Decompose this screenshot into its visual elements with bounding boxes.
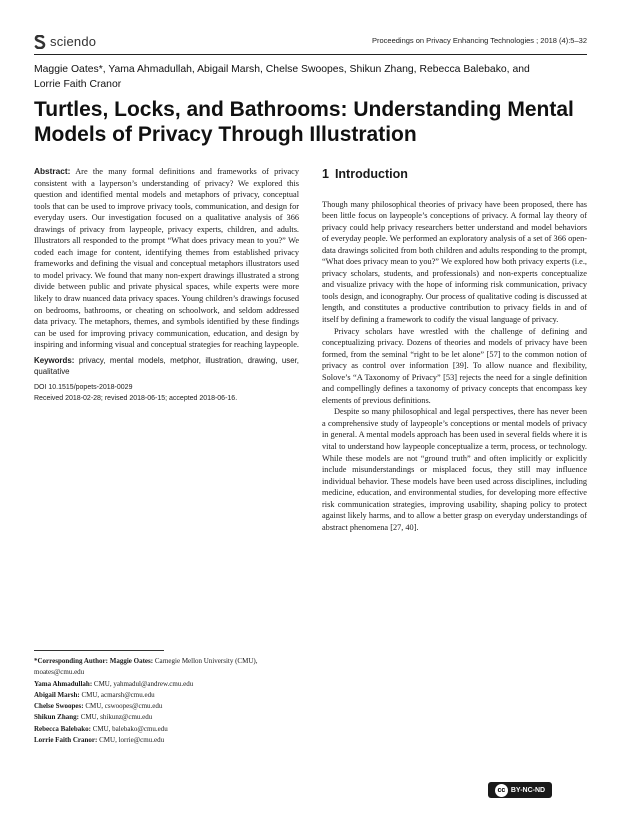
intro-paragraph: Despite so many philosophical and legal perspectives, there has never been a comprehensive study of laypeople’s conceptions or mental models of privacy in general. A mental models approach has been used in several fields where it is vital to understand how laypeople conceptualize a term, process, or technology. While these models are not “ground truth” and often implicitly or explicitly include misunderstandings or misplaced focus, they still may influence individual behavior. These models have been used across disciplines, including medicine, education, and environmental studies, for developing more effective risk communication strategies, improving usability, shaping policy to protect against likely harms, and to allow a better grasp on everyday understandings of abstract phenomena [27, 40].: [322, 407, 587, 532]
footnote-detail: CMU, acmarsh@cmu.edu: [79, 690, 155, 699]
footnote-name: *Corresponding Author: Maggie Oates:: [34, 657, 154, 665]
footnote-item: [34, 690, 304, 701]
section-number: 1: [322, 167, 329, 181]
keywords-text: privacy, mental models, metphor, illustration, drawing, user, qualitative: [34, 355, 299, 377]
footnote-rule: [34, 650, 164, 651]
journal-citation: Proceedings on Privacy Enhancing Technologies ; 2018 (4):5–32: [371, 36, 587, 45]
footnote-detail: CMU, balebako@cmu.edu: [90, 724, 168, 733]
license-text: BY-NC-ND: [510, 786, 546, 794]
license-badge[interactable]: [488, 782, 552, 798]
footnote-detail: CMU, yahmadul@andrew.cmu.edu: [92, 679, 194, 688]
section-title: Introduction: [334, 167, 408, 181]
footnote-item: [34, 701, 304, 712]
footnote-item: [34, 712, 304, 723]
paper-title: Turtles, Locks, and Bathrooms: Understanding Mental Models of Privacy Through Illustration: [34, 98, 574, 146]
footnote-name: Lorrie Faith Cranor:: [34, 736, 98, 745]
footnote-detail: CMU, cswoopes@cmu.edu: [83, 702, 163, 711]
page-header: [34, 34, 587, 52]
intro-paragraph: Privacy scholars have wrestled with the challenge of defining and conceptualizing privacy. Dozens of theories and models of privacy have been formed, from the seminal “right to be let alone” [57] to the common notion of privacy as control over information [39]. To allow nuance and flexibility, Solove’s “A Taxonomy of Privacy” [53] rejects the need for a single definition and compellingly defines a taxonomy of privacy concepts that encompass key elements of previous definitions.: [322, 326, 587, 405]
left-column: [34, 166, 299, 404]
footnote-name: Shikun Zhang:: [34, 713, 79, 722]
footnote-name: Rebecca Balebako:: [34, 724, 91, 733]
footnote-detail: CMU, lorrie@cmu.edu: [97, 736, 165, 745]
abstract: [34, 166, 299, 351]
footnote-item: [34, 656, 304, 679]
author-footnotes: [34, 656, 304, 746]
sciendo-logo: [34, 34, 96, 49]
abstract-label: Abstract:: [34, 166, 71, 176]
keywords-label: Keywords:: [34, 355, 75, 365]
creative-commons-icon: cc: [495, 784, 508, 797]
logo-text: sciendo: [50, 34, 97, 49]
author-list: Maggie Oates*, Yama Ahmadullah, Abigail Marsh, Chelse Swoopes, Shikun Zhang, Rebecca Balebako, and Lorrie Faith Cranor: [34, 64, 530, 90]
right-column: [322, 166, 587, 533]
footnote-item: [34, 679, 304, 690]
footnote-detail: CMU, shikunz@cmu.edu: [78, 713, 153, 722]
footnote-item: [34, 724, 304, 735]
doi: DOI 10.1515/popets-2018-0029: [34, 383, 133, 391]
footnote-name: Abigail Marsh:: [34, 690, 80, 699]
sciendo-logo-icon: [34, 35, 46, 49]
footnote-name: Chelse Swoopes:: [34, 702, 84, 711]
received-dates: Received 2018-02-28; revised 2018-06-15; accepted 2018-06-16.: [34, 394, 238, 402]
keywords: [34, 355, 299, 378]
intro-paragraph: Though many philosophical theories of privacy have been proposed, there has been little focus on laypeople’s conceptions of privacy. A formal lay theory of privacy could help privacy researchers better understand and model behaviors of everyday people. We performed an exploratory analysis of a set of 366 open-data drawings solicited from both children and adults responding to the prompt, “What does privacy mean to you?” We explored how both privacy experts (i.e., privacy scholars, students, and professionals) and non-experts conceptualize and visualize privacy with the hope of informing risk communication, privacy tools design, and iconography. Our process of qualitative coding is discussed at length, and constitutes a productive contribution to privacy fields in and of itself by defining a framework to codify the visual language of privacy.: [322, 199, 587, 325]
footnote-item: [34, 735, 304, 746]
section-heading: [322, 169, 587, 181]
header-rule: [34, 54, 587, 55]
footnote-detail: Carnegie Mellon University (CMU), moates@cmu.edu: [34, 657, 258, 677]
abstract-text: Are the many formal definitions and frameworks of privacy consistent with a layperson’s understanding of privacy? We explored this question and identified mental models and metaphors of privacy, conceptual tools that can be used to improve privacy tools, communication, and design for everyday users. Our investigation focused on a qualitative analysis of 366 drawings of privacy from laypeople, privacy experts, children, and adults. Illustrators all responded to the prompt “What does privacy mean to you?” We coded each image for content, identifying themes from established privacy frameworks and defining the visual and conceptual metaphors illustrators used to model privacy. We found that many non-expert drawings illustrated a strong divide between public and private physical spaces, while experts were more likely to draw nuanced data privacy spaces. Young children’s drawings focused on bedrooms, bathrooms, or cheating on schoolwork, and seldom addressed data privacy. The metaphors, themes, and symbols identified by these findings can be used for improving privacy communication, education, and design by inspiring and informing visual and conceptual strategies for reaching laypeople.: [34, 167, 299, 350]
footnote-name: Yama Ahmadullah:: [34, 679, 93, 688]
